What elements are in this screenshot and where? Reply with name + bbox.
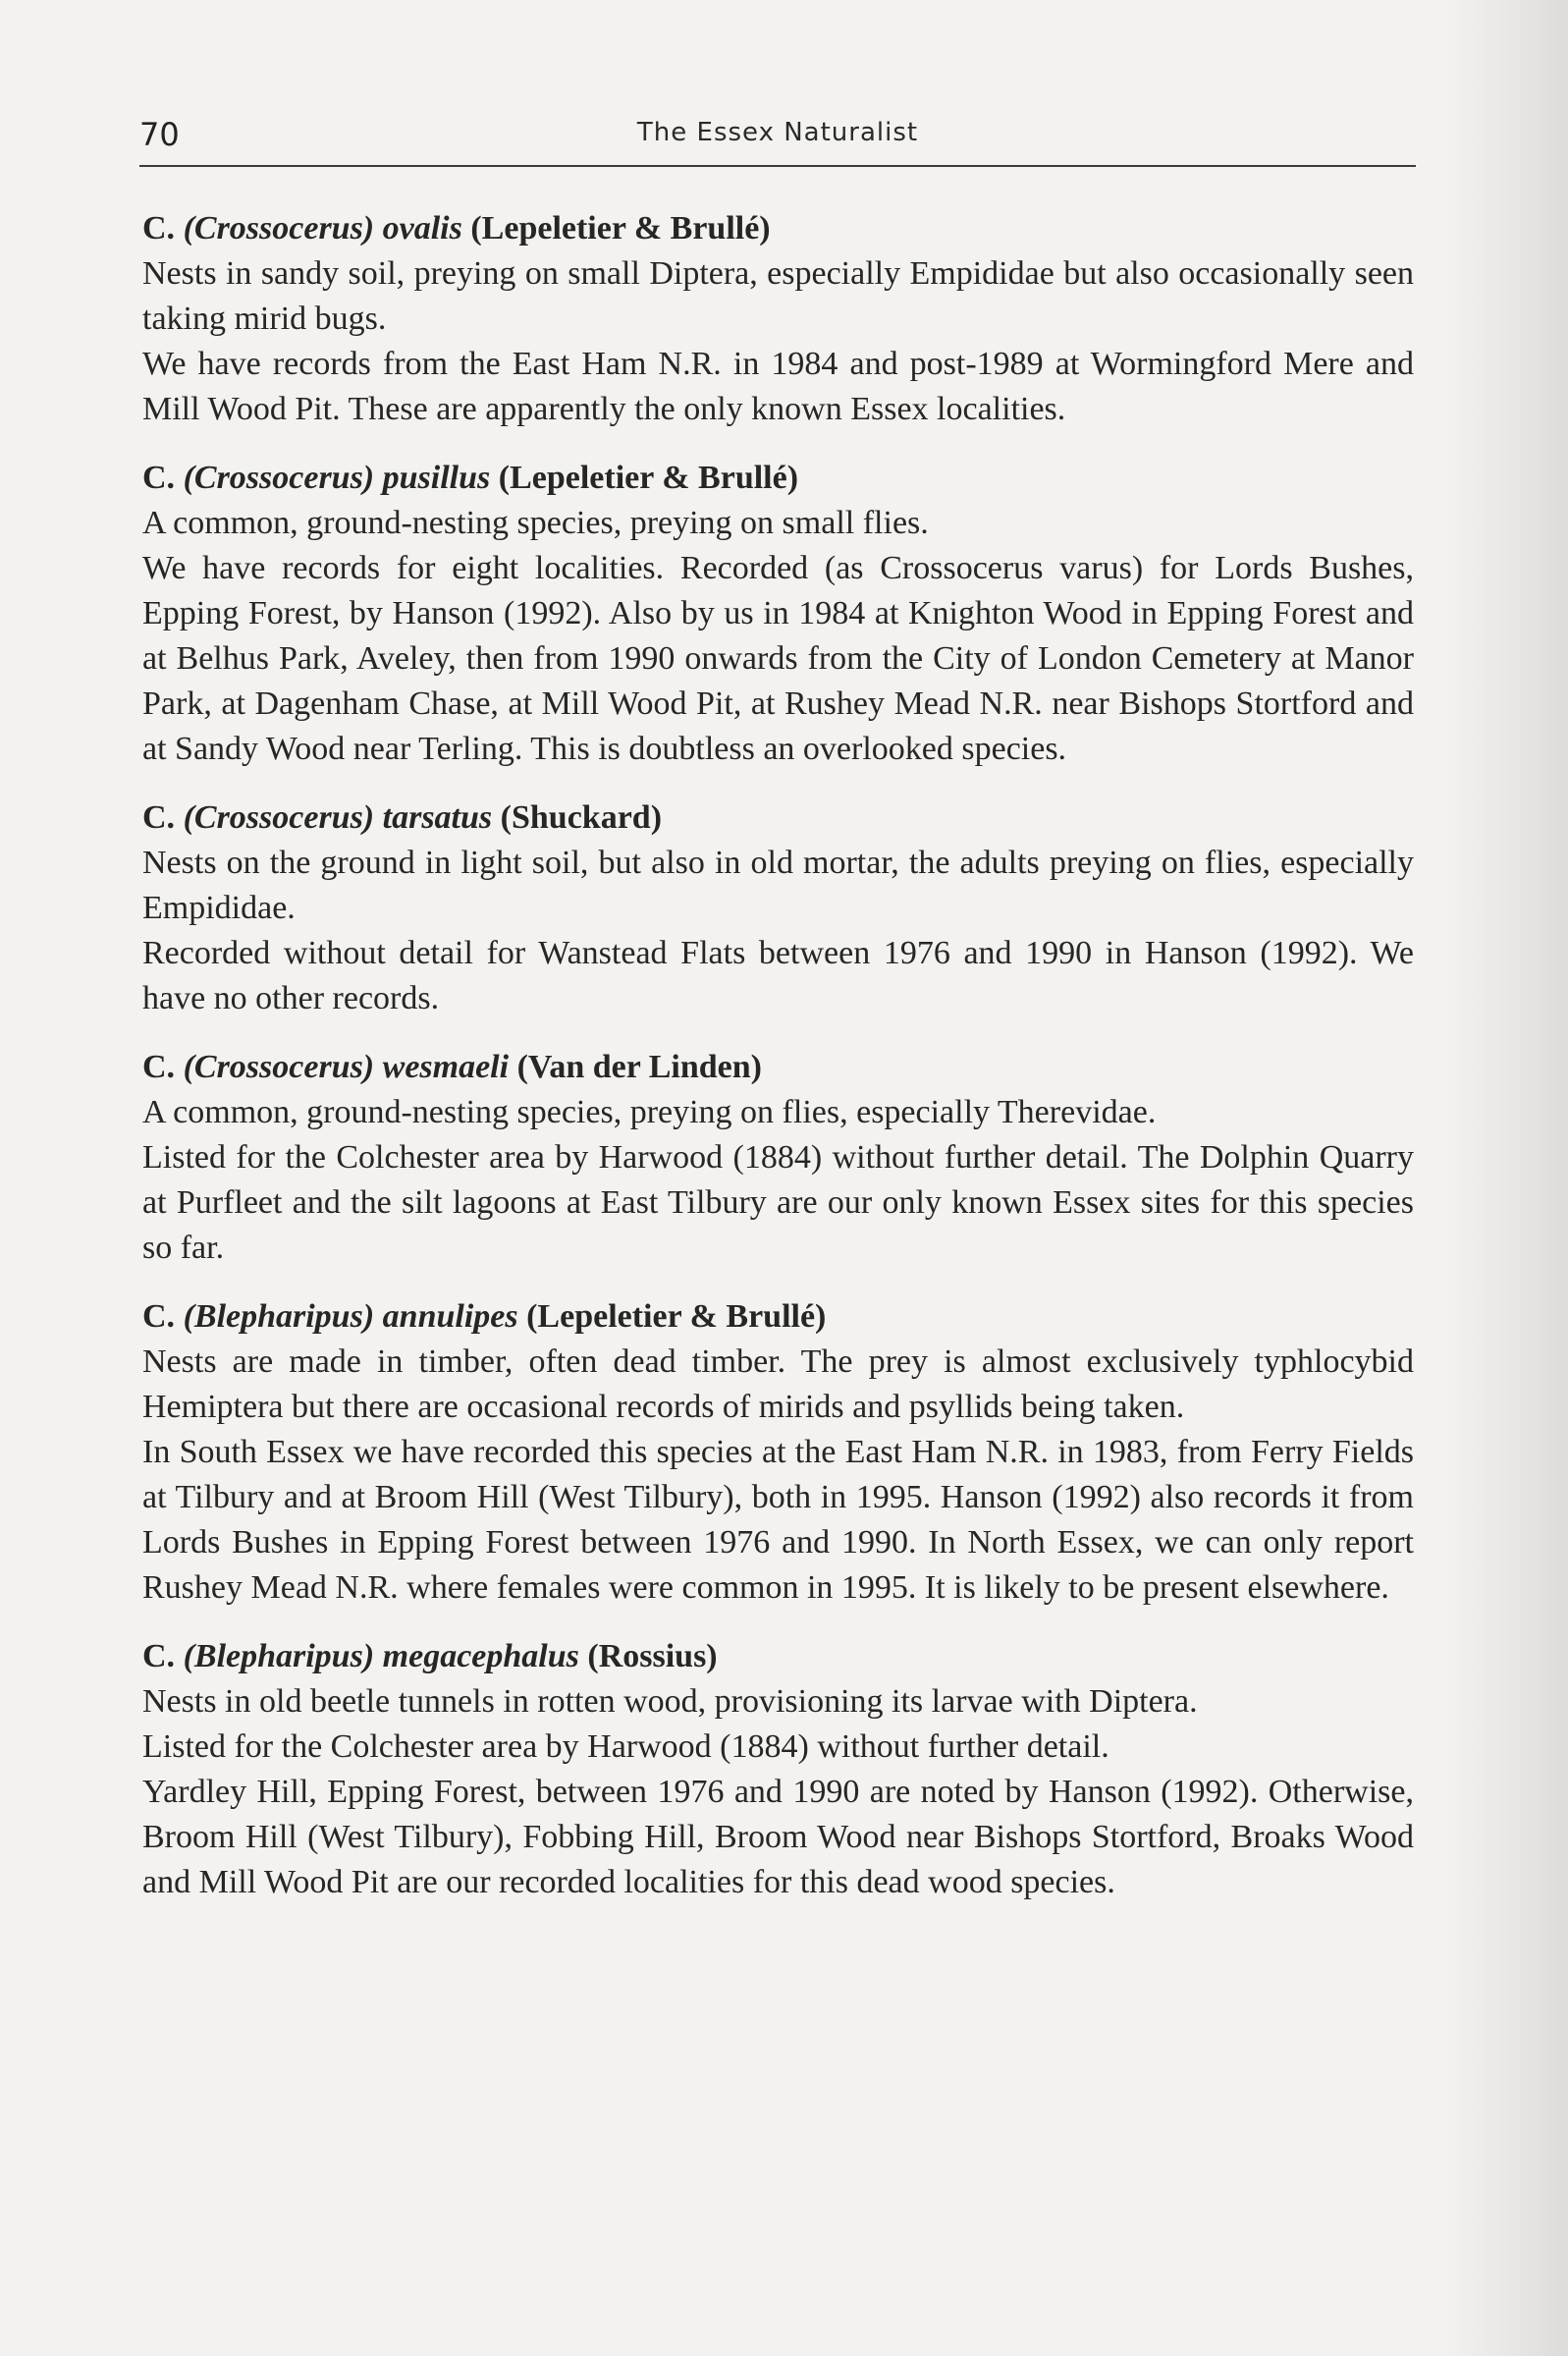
species-entry-megacephalus [142, 1634, 1414, 1905]
paragraph: We have records for eight localities. Recorded (as Crossocerus varus) for Lords Bushes, Epping Forest, by Hanson (1992). Also by us in 1984 at Knighton Wood in Epping Forest and at Belhus Park, Aveley, then from 1990 onwards from the City of London Cemetery at Manor Park, at Dagenham Chase, at Mill Wood Pit, at Rushey Mead N.R. near Bishops Stortford and at Sandy Wood near Terling. This is doubtless an overlooked species. [142, 550, 1414, 767]
subgenus: (Crossocerus) [183, 460, 375, 496]
genus: C. [142, 1049, 176, 1085]
genus: C. [142, 1638, 176, 1674]
species-heading [142, 1045, 1414, 1090]
paragraph: Nests in old beetle tunnels in rotten wood, provisioning its larvae with Diptera. [142, 1683, 1198, 1720]
paragraph: Nests on the ground in light soil, but also in old mortar, the adults preying on flies, especially Empididae. [142, 845, 1414, 926]
journal-title: The Essex Naturalist [636, 118, 919, 147]
authority: (Van der Linden) [516, 1049, 762, 1085]
species-entry-wesmaeli [142, 1045, 1414, 1271]
species-entry-tarsatus [142, 795, 1414, 1021]
paragraph: Nests in sandy soil, preying on small Diptera, especially Empididae but also occasionally seen taking mirid bugs. [142, 255, 1414, 337]
genus: C. [142, 799, 176, 836]
species-heading [142, 1634, 1414, 1679]
paragraph: Recorded without detail for Wanstead Flats between 1976 and 1990 in Hanson (1992). We have no other records. [142, 935, 1414, 1016]
species-name: wesmaeli [382, 1049, 510, 1085]
authority: (Lepeletier & Brullé) [498, 460, 799, 496]
species-entry-annulipes [142, 1294, 1414, 1611]
page-number: 70 [139, 116, 180, 153]
authority: (Shuckard) [500, 799, 663, 836]
subgenus: (Crossocerus) [183, 799, 375, 836]
species-name: tarsatus [382, 799, 493, 836]
species-name: pusillus [382, 460, 491, 496]
species-heading [142, 206, 1414, 251]
authority: (Rossius) [587, 1638, 718, 1674]
running-header [139, 110, 1416, 167]
species-heading [142, 456, 1414, 501]
paragraph: Nests are made in timber, often dead timber. The prey is almost exclusively typhlocybid Hemiptera but there are occasional records of mirids and psyllids being taken. [142, 1343, 1414, 1425]
species-entry-pusillus [142, 456, 1414, 772]
species-name: annulipes [382, 1298, 518, 1335]
subgenus: (Blepharipus) [183, 1638, 375, 1674]
paragraph: Listed for the Colchester area by Harwood (1884) without further detail. The Dolphin Quarry at Purfleet and the silt lagoons at East Tilbury are our only known Essex sites for this species so far. [142, 1139, 1414, 1266]
article-body [142, 206, 1414, 1929]
paragraph: Yardley Hill, Epping Forest, between 1976 and 1990 are noted by Hanson (1992). Otherwise, Broom Hill (West Tilbury), Fobbing Hill, Broom Wood near Bishops Stortford, Broaks Wood and Mill Wood Pit are our recorded localities for this dead wood species. [142, 1774, 1414, 1900]
genus: C. [142, 1298, 176, 1335]
genus: C. [142, 210, 176, 247]
paragraph: A common, ground-nesting species, preying on small flies. [142, 505, 929, 541]
species-heading [142, 795, 1414, 841]
species-name: ovalis [382, 210, 462, 247]
paragraph: In South Essex we have recorded this species at the East Ham N.R. in 1983, from Ferry Fields at Tilbury and at Broom Hill (West Tilbury), both in 1995. Hanson (1992) also records it from Lords Bushes in Epping Forest between 1976 and 1990. In North Essex, we can only report Rushey Mead N.R. where females were common in 1995. It is likely to be present elsewhere. [142, 1434, 1414, 1606]
authority: (Lepeletier & Brullé) [526, 1298, 827, 1335]
subgenus: (Crossocerus) [183, 1049, 375, 1085]
genus: C. [142, 460, 176, 496]
authority: (Lepeletier & Brullé) [470, 210, 771, 247]
paragraph: A common, ground-nesting species, preying on flies, especially Therevidae. [142, 1094, 1157, 1130]
paragraph: Listed for the Colchester area by Harwood (1884) without further detail. [142, 1728, 1109, 1765]
species-entry-ovalis [142, 206, 1414, 432]
species-heading [142, 1294, 1414, 1340]
subgenus: (Crossocerus) [183, 210, 375, 247]
species-name: megacephalus [382, 1638, 579, 1674]
subgenus: (Blepharipus) [183, 1298, 375, 1335]
paragraph: We have records from the East Ham N.R. in 1984 and post-1989 at Wormingford Mere and Mill Wood Pit. These are apparently the only known Essex localities. [142, 346, 1414, 427]
